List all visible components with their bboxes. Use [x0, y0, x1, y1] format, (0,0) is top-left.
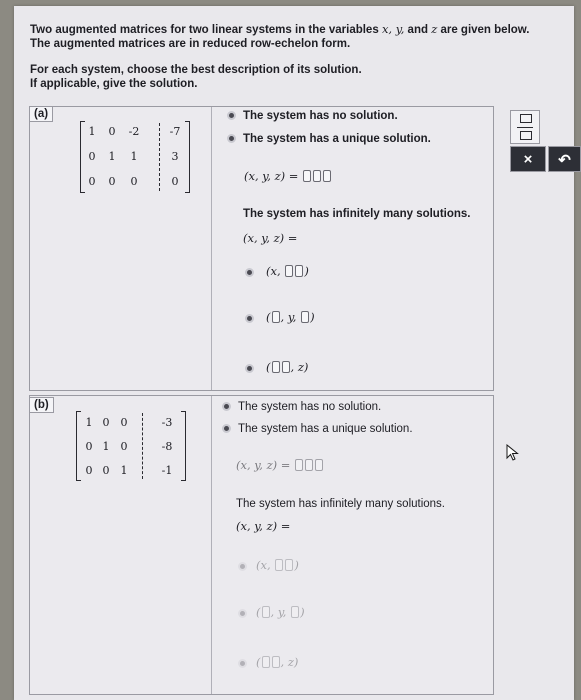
close-icon: × [523, 151, 533, 168]
radio-param-y-b[interactable] [238, 609, 247, 618]
option-infinite-b: The system has infinitely many solutions. [236, 498, 446, 510]
infinite-lhs-b: (x, y, z) = [236, 519, 291, 533]
matrix-cell: -1 [161, 464, 173, 477]
unique-solution-b [236, 458, 324, 472]
param-box[interactable] [272, 311, 280, 323]
unique-lhs-a: (x, y, z) = [244, 169, 299, 183]
mouse-cursor-icon [506, 444, 520, 462]
matrix-cell: -2 [128, 125, 140, 138]
matrix-cell: 0 [130, 175, 138, 188]
radio-no-solution-a[interactable] [227, 111, 236, 120]
option-unique-a: The system has a unique solution. [243, 133, 431, 145]
matrix-bracket-right [181, 411, 186, 481]
param-box[interactable] [275, 559, 283, 571]
option-no-solution-a: The system has no solution. [243, 110, 398, 122]
matrix-cell: 0 [85, 464, 93, 477]
fraction-icon-lower [520, 131, 532, 140]
intro-text-and: and [404, 24, 432, 36]
matrix-cell: 0 [102, 464, 110, 477]
infinite-lhs-a: (x, y, z) = [243, 231, 298, 245]
param-box[interactable] [291, 606, 299, 618]
unique-lhs-b: (x, y, z) = [236, 458, 291, 472]
radio-unique-a[interactable] [227, 134, 236, 143]
matrix-cell: 1 [120, 464, 128, 477]
matrix-cell: -7 [169, 125, 181, 138]
matrix-cell: 0 [120, 440, 128, 453]
radio-param-z-a[interactable] [245, 364, 254, 373]
matrix-bracket-right [185, 121, 190, 193]
matrix-cell: 0 [102, 416, 110, 429]
answer-box-y-a[interactable] [313, 170, 321, 182]
param-x-form-b: (x, ) [256, 558, 299, 572]
answer-box-y-b[interactable] [305, 459, 313, 471]
option-unique-b: The system has a unique solution. [238, 423, 413, 435]
matrix-cell: 1 [85, 416, 93, 429]
matrix-cell: 0 [88, 150, 96, 163]
augment-separator [159, 123, 160, 191]
param-x-form-a: (x, ) [266, 264, 309, 278]
matrix-cell: -8 [161, 440, 173, 453]
param-x-label: x [260, 558, 267, 572]
param-y-label: y [277, 605, 283, 619]
intro-line-2: The augmented matrices are in reduced row-echelon form. [30, 38, 351, 50]
radio-param-y-a[interactable] [245, 314, 254, 323]
param-y-form-a: ( , y, ) [266, 310, 315, 324]
param-z-form-a: ( , z) [266, 360, 309, 374]
part-b-divider [211, 396, 212, 694]
radio-param-x-a[interactable] [245, 268, 254, 277]
matrix-b [76, 411, 186, 481]
param-box[interactable] [262, 656, 270, 668]
param-box[interactable] [272, 656, 280, 668]
matrix-cell: 1 [130, 150, 138, 163]
option-infinite-a: The system has infinitely many solutions. [243, 208, 471, 220]
param-box[interactable] [282, 361, 290, 373]
undo-button[interactable] [548, 146, 581, 172]
answer-box-x-a[interactable] [303, 170, 311, 182]
part-a-label: (a) [29, 106, 53, 122]
answer-box-z-b[interactable] [315, 459, 323, 471]
part-a-divider [211, 107, 212, 390]
prompt-line-1: For each system, choose the best description of its solution. [30, 64, 362, 76]
param-y-label: y [287, 310, 293, 324]
param-x-label: x [270, 264, 277, 278]
matrix-cell: 1 [102, 440, 110, 453]
prompt-line-2: If applicable, give the solution. [30, 78, 198, 90]
undo-icon: ↶ [558, 152, 571, 169]
matrix-cell: 3 [171, 150, 179, 163]
intro-text-end: are given below. [437, 24, 530, 36]
matrix-cell: 0 [108, 175, 116, 188]
radio-param-x-b[interactable] [238, 562, 247, 571]
part-b-label: (b) [29, 397, 54, 413]
matrix-cell: 0 [171, 175, 179, 188]
matrix-cell: -3 [161, 416, 173, 429]
unique-solution-a [244, 169, 332, 183]
matrix-cell: 0 [85, 440, 93, 453]
param-box[interactable] [285, 559, 293, 571]
option-no-solution-b: The system has no solution. [238, 401, 382, 413]
close-button[interactable] [510, 146, 546, 172]
fraction-icon [520, 114, 532, 123]
answer-box-x-b[interactable] [295, 459, 303, 471]
param-box[interactable] [285, 265, 293, 277]
problem-intro [30, 22, 530, 51]
param-z-form-b: ( , z) [256, 655, 299, 669]
matrix-cell: 0 [88, 175, 96, 188]
fraction-button[interactable] [510, 110, 540, 144]
param-y-form-b: ( , y, ) [256, 605, 305, 619]
augment-separator [142, 413, 143, 479]
answer-box-z-a[interactable] [323, 170, 331, 182]
fraction-bar [517, 127, 533, 128]
matrix-cell: 1 [108, 150, 116, 163]
intro-vars: x, y, [381, 22, 405, 36]
matrix-cell: 0 [120, 416, 128, 429]
param-box[interactable] [262, 606, 270, 618]
param-box[interactable] [301, 311, 309, 323]
intro-var-z: z [431, 22, 438, 36]
matrix-a [80, 121, 190, 193]
param-z-label: z [297, 360, 304, 374]
param-z-label: z [287, 655, 294, 669]
radio-unique-b[interactable] [222, 424, 231, 433]
param-box[interactable] [295, 265, 303, 277]
radio-no-solution-b[interactable] [222, 402, 231, 411]
problem-prompt [30, 63, 362, 91]
matrix-cell: 1 [88, 125, 96, 138]
intro-text: Two augmented matrices for two linear systems in the variables [30, 24, 382, 36]
param-box[interactable] [272, 361, 280, 373]
radio-param-z-b[interactable] [238, 659, 247, 668]
matrix-cell: 0 [108, 125, 116, 138]
